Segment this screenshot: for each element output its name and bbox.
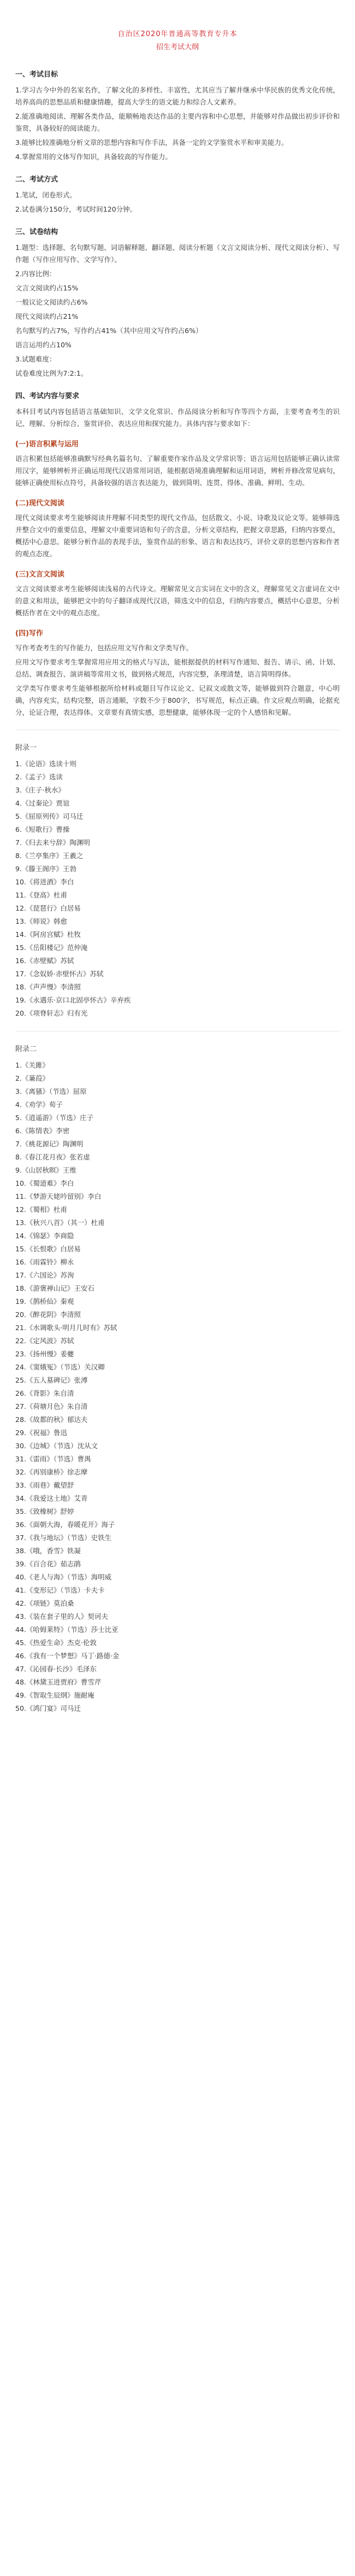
- appendix-two-item: 22.《定风波》苏轼: [15, 1337, 74, 1345]
- section-paragraph: 文言文阅读约占15%: [15, 284, 79, 292]
- appendix-two-item: 42.《项链》莫泊桑: [15, 1599, 74, 1607]
- appendix-two-item: 6.《陈情表》李密: [15, 1127, 70, 1135]
- appendix-two-item: 5.《逍遥游》（节选）庄子: [15, 1114, 94, 1122]
- appendix-two-item: 4.《劝学》荀子: [15, 1100, 63, 1109]
- subsections-container: [15, 439, 340, 719]
- appendix-one-item: 1.《论语》选读十则: [15, 760, 76, 768]
- appendix-two-item: 15.《长恨歌》白居易: [15, 1245, 81, 1253]
- appendix-two-item: 12.《蜀相》杜甫: [15, 1205, 67, 1214]
- appendix-one-item: 9.《滕王阁序》王勃: [15, 865, 76, 873]
- appendix-one-item: 8.《兰亭集序》王羲之: [15, 852, 84, 860]
- doc-subtitle: 招生考试大纲: [156, 43, 199, 51]
- subsection-paragraph: 文学类写作要求考生能够根据所给材料或题目写作议论文、记叙文或散文等，能够做到符合题意，中心明确，内容充实，结构完整，语言通顺，字数不少于800字，书写规范，标点正确。作文应观点明确，论据充分，论证合理，表达得体。文章要有真情实感，思想健康，能够体现一定的个人感悟和见解。: [15, 684, 340, 716]
- appendix-one-title: 附录一: [15, 744, 37, 752]
- section-paragraph: 1.题型：选择题、名句默写题、词语解释题、翻译题、阅读分析题（文言文阅读分析、现代文阅读分析）、写作题（写作应用写作、文学写作）。: [15, 243, 340, 264]
- appendix-two-item: 23.《扬州慢》姜夔: [15, 1350, 74, 1358]
- appendix-two-item: 3.《离骚》（节选）屈原: [15, 1087, 87, 1095]
- appendix-two-item: 47.《沁园春·长沙》毛泽东: [15, 1665, 97, 1673]
- section-heading: 三、试卷结构: [15, 228, 58, 236]
- appendix-one-item: 10.《将进酒》李白: [15, 878, 74, 886]
- section-heading: 一、考试目标: [15, 71, 58, 79]
- appendix-two-item: 11.《梦游天姥吟留别》李白: [15, 1192, 102, 1200]
- section-paragraph: 2.能准确地阅读、理解各类作品，能顺畅地表达作品的主要内容和中心思想，并能够对作品做出初步评价和鉴赏，具备较好的阅读能力。: [15, 112, 340, 132]
- appendix-two-item: 45.《热爱生命》杰克·伦敦: [15, 1639, 97, 1647]
- appendix-two-item: 16.《雨霖铃》柳永: [15, 1258, 74, 1266]
- appendix-one-item: 2.《孟子》选读: [15, 773, 63, 781]
- section-paragraph: 一般议论文阅读约占6%: [15, 298, 88, 306]
- appendix-one-item: 13.《师说》韩愈: [15, 917, 67, 925]
- section-paragraph: 试卷难度比例为7:2:1。: [15, 369, 88, 377]
- section-paragraph: 3.能够比较准确地分析文章的思想内容和写作手法，具备一定的文学鉴赏水平和审美能力。: [15, 138, 288, 147]
- appendix-two-item: 46.《我有一个梦想》马丁·路德·金: [15, 1652, 120, 1660]
- appendix-two-title: 附录二: [15, 1045, 37, 1053]
- appendix-two-item: 44.《哈姆莱特》（节选）莎士比亚: [15, 1625, 119, 1634]
- section-paragraph: 2.试卷满分150分，考试时间120分钟。: [15, 205, 137, 213]
- appendix-two-item: 28.《故都的秋》郁达夫: [15, 1415, 88, 1424]
- appendix-two-item: 20.《醉花阴》李清照: [15, 1310, 81, 1319]
- sections-container: [15, 69, 340, 430]
- section-heading: 二、考试方式: [15, 176, 58, 184]
- appendix-two-item: 49.《智取生辰纲》施耐庵: [15, 1691, 94, 1699]
- appendix-two-item: 31.《雷雨》（节选）曹禺: [15, 1455, 91, 1463]
- appendix-one-item: 11.《登高》杜甫: [15, 891, 67, 899]
- subsection-paragraph: 写作考查考生的写作能力，包括应用文写作和文学类写作。: [15, 644, 193, 652]
- appendix-one-item: 6.《短歌行》曹操: [15, 825, 70, 834]
- appendix-two-item: 37.《我与地坛》（节选）史铁生: [15, 1534, 112, 1542]
- section-heading: 四、考试内容与要求: [15, 392, 80, 400]
- appendix-two-item: 43.《装在套子里的人》契诃夫: [15, 1612, 108, 1621]
- appendix-one-item: 7.《归去来兮辞》陶渊明: [15, 838, 90, 847]
- appendix-one-list: [15, 757, 340, 1020]
- section-paragraph: 语言运用约占10%: [15, 341, 72, 349]
- appendix-two-item: 2.《蒹葭》: [15, 1074, 49, 1082]
- appendix-one-item: 18.《声声慢》李清照: [15, 983, 81, 991]
- appendix-two-item: 41.《变形记》（节选）卡夫卡: [15, 1586, 105, 1594]
- appendix-two-item: 35.《致橡树》舒婷: [15, 1507, 74, 1516]
- section-paragraph: 1.笔试，闭卷形式。: [15, 191, 76, 199]
- subsection-heading: (二)现代文阅读: [15, 499, 64, 508]
- appendix-one-item: 16.《赤壁赋》苏轼: [15, 957, 74, 965]
- appendix-two-item: 24.《窦娥冤》（节选）关汉卿: [15, 1363, 105, 1371]
- section-paragraph: 3.试题难度：: [15, 355, 56, 363]
- appendix-one-item: 4.《过秦论》贾谊: [15, 799, 70, 807]
- appendix-two-item: 32.《再别康桥》徐志摩: [15, 1468, 88, 1476]
- appendix-two-list: [15, 1059, 340, 1715]
- appendix-two-item: 8.《春江花月夜》张若虚: [15, 1153, 90, 1161]
- appendix-two-item: 40.《老人与海》（节选）海明威: [15, 1573, 112, 1581]
- appendix-one-item: 14.《阿房宫赋》杜牧: [15, 930, 81, 939]
- appendix-one-item: 5.《屈原列传》司马迁: [15, 812, 84, 820]
- section-paragraph: 4.掌握常用的文体写作知识，具备较高的写作能力。: [15, 153, 172, 161]
- section-paragraph: 本科目考试内容包括语言基础知识、文学文化常识、作品阅读分析和写作等四个方面，主要考查考生的识记、理解、分析综合、鉴赏评价、表达应用和探究能力。具体内容与要求如下：: [15, 407, 340, 428]
- appendix-two-item: 9.《山居秋暝》王维: [15, 1166, 76, 1174]
- section-paragraph: 现代文阅读约占21%: [15, 312, 79, 320]
- appendix-two-item: 17.《六国论》苏洵: [15, 1271, 74, 1279]
- appendix-two-item: 13.《秋兴八首》（其一）杜甫: [15, 1219, 105, 1227]
- appendix-two-item: 50.《鸿门宴》司马迁: [15, 1704, 81, 1712]
- appendix-two-item: 10.《蜀道难》李白: [15, 1179, 74, 1187]
- appendix-two-item: 1.《关雎》: [15, 1061, 49, 1069]
- subsection-heading: (一)语言积累与运用: [15, 440, 79, 448]
- appendix-two-item: 18.《游褒禅山记》王安石: [15, 1284, 94, 1292]
- subsection-heading: (三)文言文阅读: [15, 570, 64, 579]
- appendix-one-item: 17.《念奴娇·赤壁怀古》苏轼: [15, 970, 104, 978]
- appendix-two-item: 27.《荷塘月色》朱自清: [15, 1402, 88, 1411]
- subsection-heading: (四)写作: [15, 630, 43, 638]
- appendix-two-item: 29.《祝福》鲁迅: [15, 1429, 67, 1437]
- doc-title: 自治区2020年普通高等教育专升本: [117, 30, 238, 38]
- subsection-paragraph: 文言文阅读要求考生能够阅读浅易的古代诗文。理解常见文言实词在文中的含义，理解常见文言虚词在文中的意义和用法，能够把文中的句子翻译成现代汉语，筛选文中的信息，归纳内容要点，概括中心意思，分析概括作者在文中的观点态度。: [15, 585, 340, 617]
- appendix-two-item: 34.《我爱这土地》艾青: [15, 1494, 88, 1502]
- appendix-two-item: 30.《边城》（节选）沈从文: [15, 1442, 98, 1450]
- section-paragraph: 2.内容比例：: [15, 270, 56, 278]
- appendix-two-item: 7.《桃花源记》陶渊明: [15, 1140, 84, 1148]
- appendix-two-item: 21.《水调歌头·明月几时有》苏轼: [15, 1324, 117, 1332]
- appendix-one-item: 19.《永遇乐·京口北固亭怀古》辛弃疾: [15, 996, 131, 1004]
- appendix-one-item: 3.《庄子·秋水》: [15, 786, 65, 794]
- appendix-two-item: 39.《百合花》茹志鹃: [15, 1560, 81, 1568]
- subsection-paragraph: 现代文阅读要求考生能够阅读并理解不同类型的现代文作品，包括散文、小说、诗歌及议论文等。能够筛选并整合文中的重要信息，理解文中重要词语和句子的含意，分析文章结构，把握文章思路，归纳内容要点，概括中心意思。能够分析作品的表现手法，鉴赏作品的形象、语言和表达技巧，评价文章的思想内容和作者的观点态度。: [15, 514, 340, 558]
- appendix-one-item: 15.《岳阳楼记》范仲淹: [15, 943, 88, 952]
- subsection-paragraph: 应用文写作要求考生掌握常用应用文的格式与写法，能根据提供的材料写作通知、报告、请示、函、计划、总结、调查报告、演讲稿等常用文书，做到格式规范，内容完整，条理清楚，语言简明得体。: [15, 658, 340, 678]
- appendix-two-item: 26.《背影》朱自清: [15, 1389, 74, 1397]
- appendix-two-item: 25.《五人墓碑记》张溥: [15, 1376, 88, 1384]
- subsection-paragraph: 语言积累包括能够准确默写经典名篇名句、了解重要作家作品及文学常识等；语言运用包括能够正确认读常用汉字，能够辨析并正确运用现代汉语常用词语，能根据语境准确理解和运用词语，辨析并修改常见病句，能够正确使用标点符号，具备较强的语言表达能力，做到简明、连贯、得体、准确、鲜明、生动。: [15, 454, 340, 487]
- appendix-two-item: 48.《林黛玉进贾府》曹雪芹: [15, 1678, 102, 1686]
- appendix-two-item: 36.《面朝大海，春暖花开》海子: [15, 1520, 115, 1529]
- section-paragraph: 1.学习古今中外的名家名作，了解文化的多样性、丰富性，尤其应当了解并继承中华民族的优秀文化传统，培养高尚的思想品质和健康情趣，提高大学生的语文能力和综合人文素养。: [15, 86, 340, 106]
- appendix-two-item: 19.《鹊桥仙》秦观: [15, 1297, 74, 1306]
- section-paragraph: 名句默写约占7%，写作约占41%（其中应用文写作约占6%）: [15, 327, 203, 335]
- appendix-two-item: 14.《锦瑟》李商隐: [15, 1232, 74, 1240]
- appendix-two-item: 33.《雨巷》戴望舒: [15, 1481, 74, 1489]
- appendix-one-item: 20.《项脊轩志》归有光: [15, 1009, 88, 1017]
- appendix-two-item: 38.《哦，香雪》铁凝: [15, 1547, 81, 1555]
- appendix-one-item: 12.《琵琶行》白居易: [15, 904, 81, 912]
